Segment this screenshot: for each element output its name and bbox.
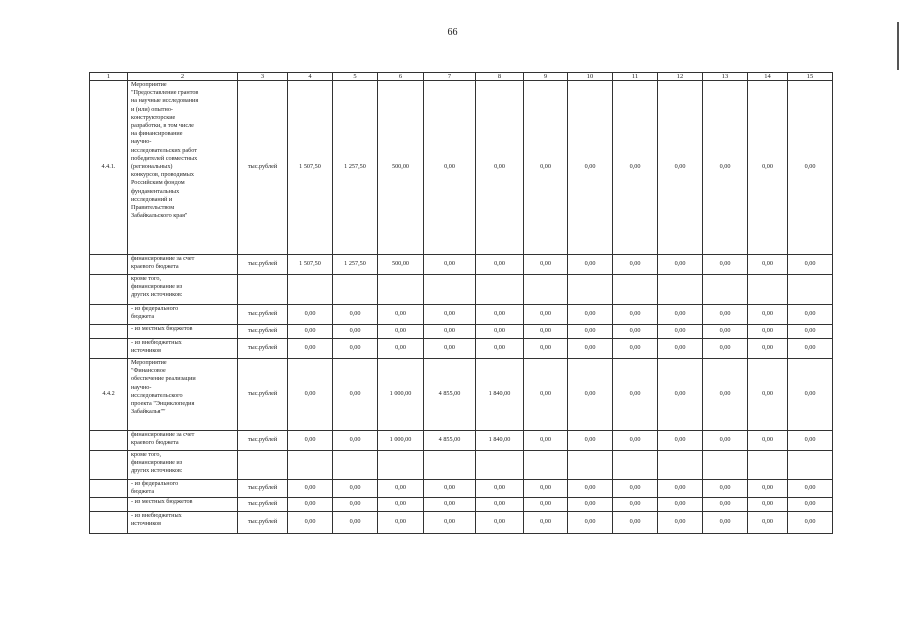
table-row (90, 480, 833, 498)
value-cell-col-7: 4 855,00 (424, 359, 476, 431)
value-cell-col-15: 0,00 (788, 339, 833, 359)
value-cell-col-14 (748, 451, 788, 480)
value-cell-col-5 (333, 275, 378, 305)
row-unit: тыс.рублей (238, 339, 288, 359)
row-unit: тыс.рублей (238, 325, 288, 339)
value-cell-col-10: 0,00 (568, 480, 613, 498)
value-cell-col-8 (476, 275, 524, 305)
value-cell-col-12: 0,00 (658, 325, 703, 339)
value-cell-col-15: 0,00 (788, 359, 833, 431)
value-cell-col-7: 0,00 (424, 480, 476, 498)
value-cell-col-5: 1 257,50 (333, 81, 378, 255)
row-description: - из федерального бюджета (128, 305, 238, 325)
value-cell-col-9 (524, 451, 568, 480)
value-cell-col-9: 0,00 (524, 325, 568, 339)
value-cell-col-4: 0,00 (288, 325, 333, 339)
value-cell-col-5: 0,00 (333, 305, 378, 325)
header-cell-10: 10 (568, 73, 613, 81)
row-description: финансирование за счет краевого бюджета (128, 431, 238, 451)
value-cell-col-13 (703, 451, 748, 480)
value-cell-col-10: 0,00 (568, 305, 613, 325)
row-code (90, 480, 128, 498)
value-cell-col-14: 0,00 (748, 305, 788, 325)
value-cell-col-13 (703, 275, 748, 305)
header-cell-12: 12 (658, 73, 703, 81)
value-cell-col-11: 0,00 (613, 512, 658, 534)
value-cell-col-5: 0,00 (333, 480, 378, 498)
value-cell-col-10: 0,00 (568, 325, 613, 339)
value-cell-col-6: 0,00 (378, 498, 424, 512)
row-code (90, 431, 128, 451)
value-cell-col-5: 0,00 (333, 431, 378, 451)
value-cell-col-13: 0,00 (703, 512, 748, 534)
value-cell-col-14: 0,00 (748, 81, 788, 255)
value-cell-col-4: 0,00 (288, 359, 333, 431)
value-cell-col-6: 1 000,00 (378, 359, 424, 431)
header-row (90, 73, 833, 81)
row-unit (238, 275, 288, 305)
row-code (90, 451, 128, 480)
value-cell-col-5: 1 257,50 (333, 255, 378, 275)
value-cell-col-9: 0,00 (524, 359, 568, 431)
table-row (90, 81, 833, 255)
value-cell-col-6: 500,00 (378, 255, 424, 275)
table-row (90, 498, 833, 512)
value-cell-col-6: 0,00 (378, 305, 424, 325)
value-cell-col-13: 0,00 (703, 305, 748, 325)
value-cell-col-8: 0,00 (476, 81, 524, 255)
row-unit (238, 451, 288, 480)
value-cell-col-15 (788, 275, 833, 305)
value-cell-col-9: 0,00 (524, 480, 568, 498)
value-cell-col-4: 0,00 (288, 498, 333, 512)
value-cell-col-13: 0,00 (703, 339, 748, 359)
value-cell-col-13: 0,00 (703, 431, 748, 451)
value-cell-col-15: 0,00 (788, 81, 833, 255)
value-cell-col-4: 0,00 (288, 339, 333, 359)
row-unit: тыс.рублей (238, 359, 288, 431)
value-cell-col-4: 1 507,50 (288, 81, 333, 255)
value-cell-col-15 (788, 451, 833, 480)
row-unit: тыс.рублей (238, 81, 288, 255)
value-cell-col-11: 0,00 (613, 305, 658, 325)
header-cell-3: 3 (238, 73, 288, 81)
value-cell-col-11: 0,00 (613, 431, 658, 451)
row-code (90, 305, 128, 325)
row-description: - из местных бюджетов (128, 498, 238, 512)
value-cell-col-10: 0,00 (568, 255, 613, 275)
value-cell-col-11: 0,00 (613, 498, 658, 512)
value-cell-col-14: 0,00 (748, 480, 788, 498)
value-cell-col-5: 0,00 (333, 359, 378, 431)
header-cell-5: 5 (333, 73, 378, 81)
value-cell-col-8: 0,00 (476, 480, 524, 498)
value-cell-col-9: 0,00 (524, 512, 568, 534)
value-cell-col-9 (524, 275, 568, 305)
row-description: Мероприятие "Финансовое обеспечение реализации научно- исследовательского проекта "Энциклопедия Забайкалья"" (128, 359, 238, 431)
value-cell-col-10: 0,00 (568, 431, 613, 451)
value-cell-col-10: 0,00 (568, 512, 613, 534)
row-description: - из внебюджетных источников (128, 512, 238, 534)
value-cell-col-6: 500,00 (378, 81, 424, 255)
table-row (90, 325, 833, 339)
row-description: кроме того, финансирование из других источников: (128, 275, 238, 305)
row-unit: тыс.рублей (238, 498, 288, 512)
row-description: - из внебюджетных источников (128, 339, 238, 359)
header-cell-13: 13 (703, 73, 748, 81)
row-unit: тыс.рублей (238, 512, 288, 534)
row-description: Мероприятие "Предоставление грантов на научные исследования и (или) опытно- конструкторские разработки, в том числе на финансирование научно- исследовательских работ победителей совместных (региональных) конкурсов, проводимых Российским фондом фундаментальных исследований и Правительством Забайкальского края" (128, 81, 238, 255)
value-cell-col-4 (288, 451, 333, 480)
table-row (90, 275, 833, 305)
value-cell-col-15: 0,00 (788, 255, 833, 275)
value-cell-col-8: 0,00 (476, 339, 524, 359)
value-cell-col-14: 0,00 (748, 339, 788, 359)
value-cell-col-7: 0,00 (424, 339, 476, 359)
value-cell-col-12: 0,00 (658, 305, 703, 325)
value-cell-col-6: 0,00 (378, 480, 424, 498)
value-cell-col-15: 0,00 (788, 512, 833, 534)
table-row (90, 339, 833, 359)
value-cell-col-11 (613, 451, 658, 480)
table-row (90, 255, 833, 275)
value-cell-col-5: 0,00 (333, 512, 378, 534)
value-cell-col-11: 0,00 (613, 255, 658, 275)
value-cell-col-12: 0,00 (658, 359, 703, 431)
value-cell-col-12 (658, 275, 703, 305)
value-cell-col-15: 0,00 (788, 498, 833, 512)
header-cell-4: 4 (288, 73, 333, 81)
header-cell-14: 14 (748, 73, 788, 81)
value-cell-col-7: 0,00 (424, 81, 476, 255)
value-cell-col-7: 0,00 (424, 305, 476, 325)
header-cell-1: 1 (90, 73, 128, 81)
value-cell-col-6 (378, 451, 424, 480)
value-cell-col-7: 0,00 (424, 255, 476, 275)
header-cell-7: 7 (424, 73, 476, 81)
value-cell-col-4: 0,00 (288, 431, 333, 451)
value-cell-col-11: 0,00 (613, 480, 658, 498)
value-cell-col-6: 0,00 (378, 512, 424, 534)
row-code (90, 512, 128, 534)
row-code (90, 339, 128, 359)
value-cell-col-8: 1 840,00 (476, 359, 524, 431)
value-cell-col-4: 0,00 (288, 305, 333, 325)
value-cell-col-10: 0,00 (568, 339, 613, 359)
row-unit: тыс.рублей (238, 255, 288, 275)
row-code (90, 255, 128, 275)
value-cell-col-7: 0,00 (424, 512, 476, 534)
value-cell-col-7 (424, 275, 476, 305)
row-description: - из федерального бюджета (128, 480, 238, 498)
value-cell-col-15: 0,00 (788, 431, 833, 451)
value-cell-col-12: 0,00 (658, 81, 703, 255)
table-row (90, 305, 833, 325)
value-cell-col-12: 0,00 (658, 431, 703, 451)
value-cell-col-5: 0,00 (333, 339, 378, 359)
value-cell-col-10: 0,00 (568, 81, 613, 255)
value-cell-col-4: 1 507,50 (288, 255, 333, 275)
value-cell-col-14: 0,00 (748, 325, 788, 339)
value-cell-col-13: 0,00 (703, 81, 748, 255)
value-cell-col-6: 0,00 (378, 339, 424, 359)
value-cell-col-10 (568, 451, 613, 480)
value-cell-col-12: 0,00 (658, 480, 703, 498)
table-row (90, 512, 833, 534)
value-cell-col-10 (568, 275, 613, 305)
row-code (90, 325, 128, 339)
table-row (90, 431, 833, 451)
value-cell-col-15: 0,00 (788, 480, 833, 498)
row-code: 4.4.1. (90, 81, 128, 255)
page-number: 66 (447, 27, 458, 38)
value-cell-col-5 (333, 451, 378, 480)
value-cell-col-4: 0,00 (288, 512, 333, 534)
header-cell-15: 15 (788, 73, 833, 81)
value-cell-col-9: 0,00 (524, 339, 568, 359)
value-cell-col-11 (613, 275, 658, 305)
header-cell-9: 9 (524, 73, 568, 81)
row-description: финансирование за счет краевого бюджета (128, 255, 238, 275)
value-cell-col-12: 0,00 (658, 512, 703, 534)
value-cell-col-4: 0,00 (288, 480, 333, 498)
table-row (90, 359, 833, 431)
value-cell-col-14: 0,00 (748, 359, 788, 431)
value-cell-col-8: 0,00 (476, 305, 524, 325)
value-cell-col-11: 0,00 (613, 81, 658, 255)
value-cell-col-5: 0,00 (333, 325, 378, 339)
value-cell-col-7: 0,00 (424, 498, 476, 512)
value-cell-col-9: 0,00 (524, 431, 568, 451)
header-cell-8: 8 (476, 73, 524, 81)
value-cell-col-12: 0,00 (658, 339, 703, 359)
value-cell-col-4 (288, 275, 333, 305)
value-cell-col-12: 0,00 (658, 255, 703, 275)
value-cell-col-14: 0,00 (748, 498, 788, 512)
value-cell-col-9: 0,00 (524, 255, 568, 275)
value-cell-col-12: 0,00 (658, 498, 703, 512)
value-cell-col-6 (378, 275, 424, 305)
value-cell-col-8: 1 840,00 (476, 431, 524, 451)
value-cell-col-9: 0,00 (524, 498, 568, 512)
row-unit: тыс.рублей (238, 480, 288, 498)
row-code: 4.4.2 (90, 359, 128, 431)
header-cell-2: 2 (128, 73, 238, 81)
value-cell-col-8 (476, 451, 524, 480)
value-cell-col-13: 0,00 (703, 255, 748, 275)
header-cell-11: 11 (613, 73, 658, 81)
row-code (90, 275, 128, 305)
value-cell-col-11: 0,00 (613, 325, 658, 339)
value-cell-col-13: 0,00 (703, 480, 748, 498)
row-code (90, 498, 128, 512)
budget-table (89, 72, 833, 534)
value-cell-col-15: 0,00 (788, 325, 833, 339)
value-cell-col-12 (658, 451, 703, 480)
row-unit: тыс.рублей (238, 431, 288, 451)
row-description: кроме того, финансирование из других источников: (128, 451, 238, 480)
value-cell-col-13: 0,00 (703, 325, 748, 339)
row-unit: тыс.рублей (238, 305, 288, 325)
value-cell-col-15: 0,00 (788, 305, 833, 325)
value-cell-col-8: 0,00 (476, 325, 524, 339)
value-cell-col-8: 0,00 (476, 498, 524, 512)
value-cell-col-10: 0,00 (568, 359, 613, 431)
value-cell-col-13: 0,00 (703, 359, 748, 431)
header-cell-6: 6 (378, 73, 424, 81)
value-cell-col-14 (748, 275, 788, 305)
value-cell-col-7: 4 855,00 (424, 431, 476, 451)
value-cell-col-8: 0,00 (476, 512, 524, 534)
value-cell-col-10: 0,00 (568, 498, 613, 512)
value-cell-col-6: 0,00 (378, 325, 424, 339)
table-row (90, 451, 833, 480)
value-cell-col-14: 0,00 (748, 431, 788, 451)
value-cell-col-13: 0,00 (703, 498, 748, 512)
value-cell-col-11: 0,00 (613, 339, 658, 359)
value-cell-col-14: 0,00 (748, 255, 788, 275)
value-cell-col-6: 1 000,00 (378, 431, 424, 451)
value-cell-col-7 (424, 451, 476, 480)
value-cell-col-7: 0,00 (424, 325, 476, 339)
row-description: - из местных бюджетов (128, 325, 238, 339)
value-cell-col-9: 0,00 (524, 81, 568, 255)
value-cell-col-5: 0,00 (333, 498, 378, 512)
value-cell-col-9: 0,00 (524, 305, 568, 325)
value-cell-col-11: 0,00 (613, 359, 658, 431)
value-cell-col-14: 0,00 (748, 512, 788, 534)
value-cell-col-8: 0,00 (476, 255, 524, 275)
scan-edge-mark (897, 22, 899, 70)
